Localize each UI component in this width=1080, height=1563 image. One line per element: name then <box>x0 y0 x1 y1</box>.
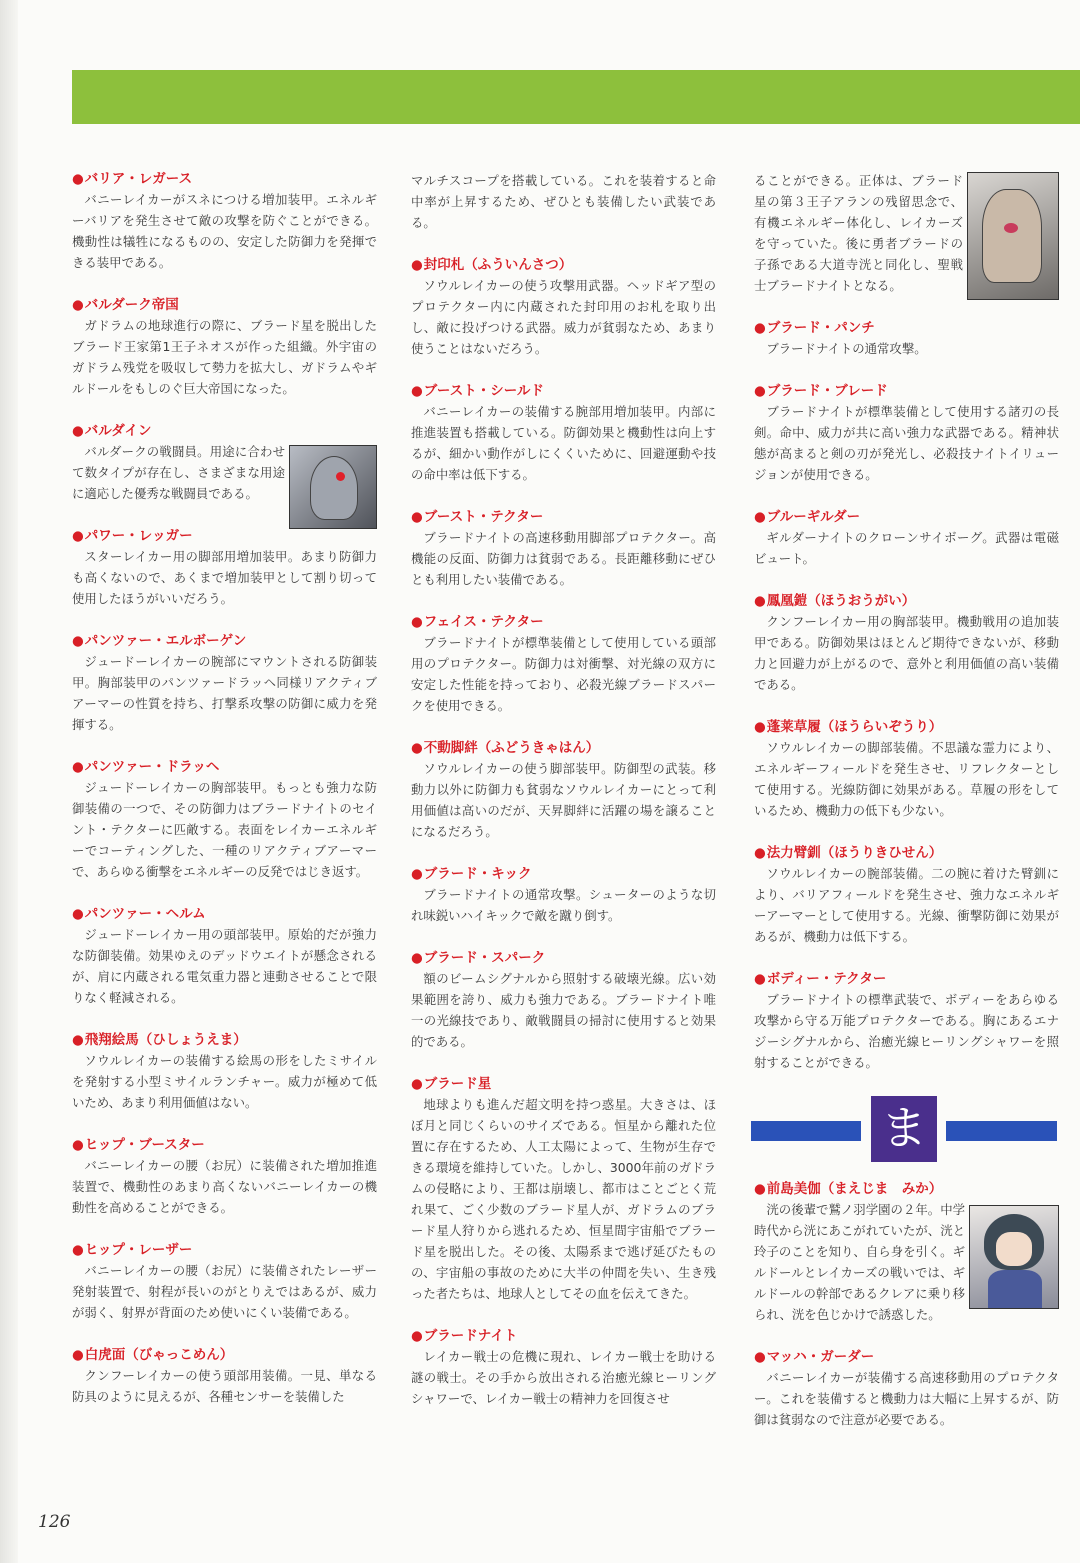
glossary-entry <box>754 382 1059 485</box>
entry-heading: ● パワー・レッガー <box>72 527 377 546</box>
glossary-entry <box>411 1075 716 1304</box>
glossary-entry <box>411 508 716 590</box>
column-1 <box>72 170 377 1430</box>
glossary-entry <box>754 319 1059 359</box>
entry-body: ブラードナイトの標準武装で、ボディーをあらゆる攻撃から守る万能プロテクターである。胸にあるエナジーシグナルから、治癒光線ヒーリングシャワーを照射することができる。 <box>754 992 1059 1070</box>
entry-body: バニーレイカーの腰（お尻）に装備されたレーザー発射装置で、射程が長いのがとりえではあるが、威力が弱く、射界が背面のため使いにくい装備である。 <box>72 1263 377 1320</box>
glossary-entry <box>411 1327 716 1409</box>
entry-body: ブラードナイトが標準装備として使用している頭部用のプロテクター。防御力は対衝撃、対光線の双方に安定した性能を持っており、必殺光線ブラードスパークを使用できる。 <box>411 635 716 713</box>
entry-body: ギルダーナイトのクローンサイボーグ。武器は電磁ビュート。 <box>754 530 1059 566</box>
baldine-illustration <box>289 445 377 529</box>
entry-body: 地球よりも進んだ超文明を持つ惑星。大きさは、ほぼ月と同じくらいのサイズである。恒星から離れた位置に存在するため、人工太陽によって、生物が生存できる環境を維持していた。しかし、3000年前のガドラムの侵略により、王都は崩壊し、都市はことごとく荒れ果て、ごく少数のブラード星人が、ガドラムのブラード星人狩りから逃れるため、恒星間宇宙船でブラード星を脱出した。その後、太陽系まで逃げ延びたものの、宇宙船の事故のために大半の仲間を失い、生き残った者たちは、地球人としてその血を伝えてきた。 <box>411 1097 716 1301</box>
column-2 <box>411 170 716 1432</box>
glossary-entry <box>411 382 716 485</box>
entry-heading: ● バルダイン <box>72 422 377 441</box>
entry-heading: ● パンツァー・ヘルム <box>72 905 377 924</box>
glossary-entry <box>411 949 716 1052</box>
glossary-entry <box>754 718 1059 821</box>
entry-body: ソウルレイカーの使う脚部装甲。防御型の武装。移動力以外に防御力も貧弱なソウルレイカーにとって利用価値は高いのだが、天昇脚絆に活躍の場を譲ることになるだろう。 <box>411 761 716 839</box>
entry-heading: ● ブルーギルダー <box>754 508 1059 527</box>
glossary-entry <box>72 422 377 504</box>
entry-heading: ● ブラード星 <box>411 1075 716 1094</box>
column-3 <box>754 170 1059 1453</box>
page-edge <box>0 0 18 1563</box>
entry-body: 額のビームシグナルから照射する破壊光線。広い効果範囲を誇り、威力も強力である。ブラードナイト唯一の光線技であり、敵戦闘員の掃討に使用すると効果的である。 <box>411 971 716 1049</box>
glossary-entry <box>72 170 377 273</box>
glossary-entry <box>72 758 377 882</box>
entry-heading: ● マッハ・ガーダー <box>754 1348 1059 1367</box>
entry-heading: ● 不動脚絆（ふどうきゃはん） <box>411 739 716 758</box>
section-ma-header <box>754 1096 1059 1166</box>
entry-heading: ● バルダーク帝国 <box>72 296 377 315</box>
entry-heading: ● 前島美伽（まえじま みか） <box>754 1180 1059 1199</box>
entry-body: マルチスコープを搭載している。これを装着すると命中率が上昇するため、ぜひとも装備したい武装である。 <box>411 173 716 230</box>
glossary-entry <box>754 592 1059 695</box>
entry-body: ブラードナイトの通常攻撃。 <box>766 341 927 356</box>
glossary-entry <box>411 170 716 233</box>
glossary-entry <box>72 1136 377 1218</box>
entry-body: ブラードナイトが標準装備として使用する諸刃の長剣。命中、威力が共に高い強力な武器である。精神状態が高まると剣の刃が発光し、必殺技ナイトイリュージョンが使用できる。 <box>754 404 1059 482</box>
entry-body: ブラードナイトの高速移動用脚部プロテクター。高機能の反面、防御力は貧弱である。長距離移動にぜひとも利用したい装備である。 <box>411 530 716 587</box>
entry-heading: ● 鳳凰鎧（ほうおうがい） <box>754 592 1059 611</box>
entry-heading: ● ヒップ・ブースター <box>72 1136 377 1155</box>
entry-heading: ● ブラードナイト <box>411 1327 716 1346</box>
entry-heading: ● フェイス・テクター <box>411 613 716 632</box>
entry-body: 洸の後輩で鷲ノ羽学園の２年。中学時代から洸にあこがれていたが、洸と玲子のことを知り、自ら身を引く。ギルドールとレイカーズの戦いでは、ギルドールの幹部であるクレアに乗り移られ、洸を色じかけで誘惑した。 <box>754 1202 965 1322</box>
glossary-entry <box>754 1180 1059 1325</box>
entry-heading: ● ブラード・スパーク <box>411 949 716 968</box>
entry-body: ジュードーレイカーの腕部にマウントされる防御装甲。胸部装甲のパンツァードラッヘ同様リアクティブアーマーの性質を持ち、打撃系攻撃の防御に威力を発揮する。 <box>72 654 377 732</box>
entry-heading: ● 飛翔絵馬（ひしょうえま） <box>72 1031 377 1050</box>
entry-body: バニーレイカーの腰（お尻）に装備された増加推進装置で、機動性のあまり高くないバニーレイカーの機動性を高めることができる。 <box>72 1158 377 1215</box>
entry-body: ガドラムの地球進行の際に、ブラード星を脱出したブラード王家第1王子ネオスが作った組織。外宇宙のガドラム残党を吸収して勢力を拡大し、ガドラムやギルドールをもしのぐ巨大帝国になった。 <box>72 318 377 396</box>
entry-body: ジュードーレイカーの胸部装甲。もっとも強力な防御装備の一つで、その防御力はブラードナイトのセイント・テクターに匹敵する。表面をレイカーエネルギーでコーティングした、一種のリアクティブアーマーで、あらゆる衝撃をエネルギーの反発ではじき返す。 <box>72 780 377 879</box>
entry-heading: ● 蓬莱草履（ほうらいぞうり） <box>754 718 1059 737</box>
entry-heading: ● ブラード・パンチ <box>754 319 1059 338</box>
entry-body: バニーレイカーが装備する高速移動用のプロテクター。これを装備すると機動力は大幅に上昇するが、防御は貧弱なので注意が必要である。 <box>754 1370 1059 1427</box>
blade-knight-illustration <box>967 172 1059 300</box>
entry-heading: ● ヒップ・レーザー <box>72 1241 377 1260</box>
glossary-entry <box>754 844 1059 947</box>
entry-body: バルダークの戦闘員。用途に合わせて数タイプが存在し、さまざまな用途に適応した優秀な戦闘員である。 <box>72 444 285 501</box>
entry-heading: ● パンツァー・エルボーゲン <box>72 632 377 651</box>
glossary-entry <box>411 865 716 926</box>
entry-heading: ● パンツァー・ドラッヘ <box>72 758 377 777</box>
entry-body: ソウルレイカーの装備する絵馬の形をしたミサイルを発射する小型ミサイルランチャー。威力が極めて低いため、あまり利用価値はない。 <box>72 1053 377 1110</box>
entry-body: ソウルレイカーの使う攻撃用武器。ヘッドギア型のプロテクター内に内蔵された封印用のお札を取り出し、敵に投げつける武器。威力が貧弱なため、あまり使うことはないだろう。 <box>411 278 716 356</box>
header-band <box>72 70 1080 124</box>
entry-body: レイカー戦士の危機に現れ、レイカー戦士を助ける謎の戦士。その手から放出される治癒光線ヒーリングシャワーで、レイカー戦士の精神力を回復させ <box>411 1349 716 1406</box>
glossary-entry <box>754 508 1059 569</box>
entry-body: スターレイカー用の脚部用増加装甲。あまり防御力も高くないので、あくまで増加装甲として割り切って使用したほうがいいだろう。 <box>72 549 377 606</box>
entry-heading: ● ブースト・テクター <box>411 508 716 527</box>
entry-body: ることができる。正体は、ブラード星の第３王子アランの残留思念で、有機エネルギー体化し、レイカーズを守っていた。後に勇者ブラードの子孫である大道寺洸と同化し、聖戦士ブラードナイトとなる。 <box>754 173 963 293</box>
entry-heading: ● ブラード・キック <box>411 865 716 884</box>
entry-body: バニーレイカーがスネにつける増加装甲。エネルギーバリアを発生させて敵の攻撃を防ぐことができる。機動性は犠牲になるものの、安定した防御力を発揮できる装甲である。 <box>72 192 377 270</box>
glossary-entry <box>411 739 716 842</box>
glossary-entry <box>411 613 716 716</box>
glossary-entry <box>754 970 1059 1073</box>
entry-heading: ● 封印札（ふういんさつ） <box>411 256 716 275</box>
glossary-entry <box>754 1348 1059 1430</box>
entry-body: クンフーレイカー用の胸部装甲。機動戦用の追加装甲である。防御効果はほとんど期待できないが、移動力と回避力が上がるので、意外と利用価値の高い装備である。 <box>754 614 1059 692</box>
mika-portrait-illustration <box>969 1205 1059 1309</box>
glossary-entry <box>72 527 377 609</box>
glossary-entry <box>72 905 377 1008</box>
glossary-entry <box>72 1346 377 1407</box>
section-bar-left <box>751 1121 861 1141</box>
glossary-entry <box>72 1241 377 1323</box>
entry-body: ジュードーレイカー用の頭部装甲。原始的だが強力な防御装備。効果ゆえのデッドウエイトが懸念されるが、肩に内蔵される電気重力器と連動させることで限りなく軽減される。 <box>72 927 377 1005</box>
entry-heading: ● 法力臂釧（ほうりきひせん） <box>754 844 1059 863</box>
section-bar-right <box>946 1121 1057 1141</box>
entry-heading: ● ブースト・シールド <box>411 382 716 401</box>
entry-body: クンフーレイカーの使う頭部用装備。一見、単なる防具のように見えるが、各種センサーを装備した <box>72 1368 377 1404</box>
entry-heading: ● ブラード・ブレード <box>754 382 1059 401</box>
glossary-entry <box>754 170 1059 296</box>
entry-heading: ● バリア・レガース <box>72 170 377 189</box>
entry-heading: ● 白虎面（びゃっこめん） <box>72 1346 377 1365</box>
entry-body: ブラードナイトの通常攻撃。シューターのような切れ味鋭いハイキックで敵を蹴り倒す。 <box>411 887 716 923</box>
glossary-entry <box>72 1031 377 1113</box>
page-number: 126 <box>38 1512 71 1532</box>
entry-heading: ● ボディー・テクター <box>754 970 1059 989</box>
glossary-entry <box>72 296 377 399</box>
entry-body: バニーレイカーの装備する腕部用増加装甲。内部に推進装置も搭載している。防御効果と機動性は向上するが、細かい動作がしにくくいために、回避運動や技の命中率は低下する。 <box>411 404 716 482</box>
glossary-entry <box>411 256 716 359</box>
section-kana: ま <box>871 1096 937 1162</box>
glossary-entry <box>72 632 377 735</box>
entry-body: ソウルレイカーの腕部装備。二の腕に着けた臂釧により、バリアフィールドを発生させ、強力なエネルギーアーマーとして使用する。光線、衝撃防御に効果があるが、機動力は低下する。 <box>754 866 1059 944</box>
entry-body: ソウルレイカーの脚部装備。不思議な霊力により、エネルギーフィールドを発生させ、リフレクターとして使用する。光線防御に効果がある。草履の形をしているため、機動力の低下も少ない。 <box>754 740 1059 818</box>
